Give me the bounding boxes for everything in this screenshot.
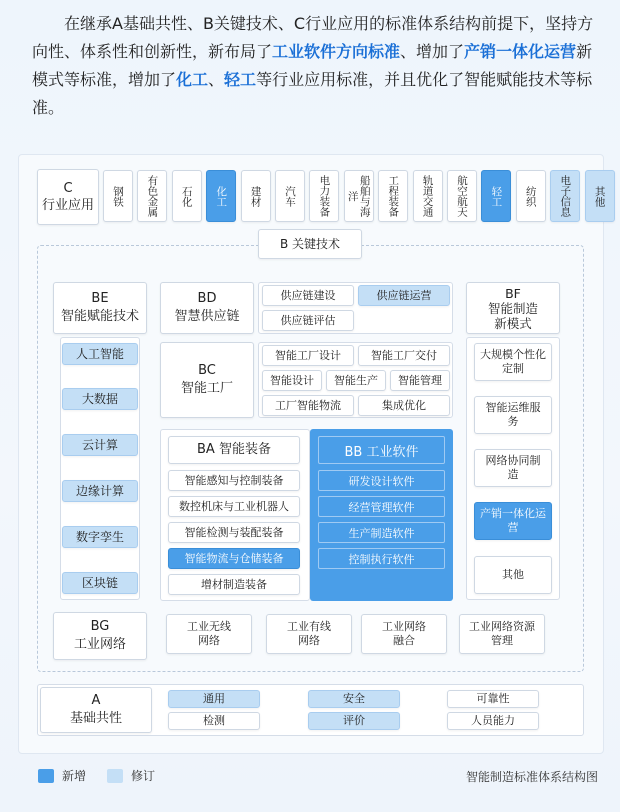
c-industry-13 — [550, 170, 580, 222]
bd-code: BD — [197, 291, 217, 306]
bf-item-0-label: 大规模个性化定制 — [480, 348, 546, 375]
ba-item-3-label: 智能物流与仓储装备 — [184, 551, 284, 565]
be-item-0 — [62, 343, 138, 365]
c-industry-11-label: 轻工 — [490, 185, 503, 207]
bb-title: BB 工业软件 — [318, 436, 445, 464]
c-industry-12-label: 纺织 — [524, 185, 537, 207]
be-item-2-label: 云计算 — [81, 438, 118, 452]
bd-title: 智慧供应链 — [174, 309, 240, 324]
bc-item-4-label: 智能管理 — [398, 373, 442, 387]
bg-title: 工业网络 — [73, 637, 126, 652]
c-industry-6 — [309, 170, 339, 222]
bd-item-2 — [262, 310, 354, 331]
a-item-3 — [168, 712, 260, 730]
intro-highlight-operation: 产销一体化运营 — [464, 42, 577, 61]
ba-title: BA 智能装备 — [168, 436, 300, 464]
intro-text-4: 、 — [208, 70, 225, 89]
intro-text-5: 等行业应用标准，并且优化了智能赋能技术等标准。 — [32, 70, 593, 117]
be-item-4-label: 数字孪生 — [75, 530, 124, 544]
bf-code: BF — [505, 285, 521, 301]
legend-rev-label: 修订 — [131, 769, 156, 783]
bd-item-0 — [262, 285, 354, 306]
c-code: C — [63, 181, 73, 196]
c-industry-10 — [447, 170, 477, 222]
bg-item-0 — [166, 614, 252, 654]
bb-item-2: 生产制造软件 — [318, 522, 445, 543]
be-item-5-label: 区块链 — [81, 576, 118, 590]
c-industry-3-label: 化工 — [215, 185, 228, 207]
bc-item-0 — [262, 345, 354, 366]
a-item-2-label: 可靠性 — [476, 692, 510, 705]
a-item-4 — [308, 712, 400, 730]
be-panel — [60, 337, 140, 600]
c-industry-12 — [516, 170, 546, 222]
c-industry-1 — [137, 170, 167, 222]
be-item-1-label: 大数据 — [81, 392, 118, 406]
bc-item-6 — [358, 395, 450, 416]
a-header — [40, 687, 152, 733]
intro-text-2: 、增加了 — [400, 42, 465, 61]
a-item-1-label: 安全 — [343, 692, 365, 705]
be-item-2 — [62, 434, 138, 456]
a-item-4-label: 评价 — [343, 714, 365, 727]
bf-item-0 — [474, 343, 552, 381]
bg-item-3-label: 工业网络资源管理 — [469, 620, 535, 647]
c-industry-1-label: 有色金属 — [146, 175, 159, 217]
bf-item-4 — [474, 556, 552, 594]
ba-item-2-label: 智能检测与装配装备 — [184, 525, 284, 539]
bc-item-1-label: 智能工厂交付 — [371, 348, 437, 362]
c-industry-3 — [206, 170, 236, 222]
bc-item-5 — [262, 395, 354, 416]
bf-item-1 — [474, 396, 552, 434]
bf-item-2 — [474, 449, 552, 487]
bb-item-0: 研发设计软件 — [318, 470, 445, 491]
bg-header — [53, 612, 147, 660]
c-header — [37, 169, 99, 225]
bf-header — [466, 282, 560, 334]
bd-header — [160, 282, 254, 334]
a-item-2 — [447, 690, 539, 708]
ba-item-1-label: 数控机床与工业机器人 — [179, 499, 289, 513]
ba-item-0-label: 智能感知与控制装备 — [184, 473, 284, 487]
c-industry-4 — [241, 170, 271, 222]
bb-item-1: 经营管理软件 — [318, 496, 445, 517]
c-industry-2 — [172, 170, 202, 222]
ba-item-4-label: 增材制造装备 — [201, 577, 267, 591]
bc-title: 智能工厂 — [180, 381, 233, 396]
bc-item-0-label: 智能工厂设计 — [275, 348, 341, 362]
a-item-3-label: 检测 — [203, 714, 225, 727]
bc-item-2 — [262, 370, 322, 391]
legend-new — [38, 767, 86, 784]
c-industry-4-label: 建材 — [249, 185, 262, 207]
ba-item-3 — [168, 548, 300, 569]
bg-item-3 — [459, 614, 545, 654]
bg-item-0-label: 工业无线网络 — [187, 620, 231, 647]
a-code: A — [91, 693, 101, 708]
a-item-0-label: 通用 — [203, 692, 225, 705]
be-item-5 — [62, 572, 138, 594]
bc-item-5-label: 工厂智能物流 — [275, 398, 341, 412]
intro-paragraph — [32, 10, 602, 122]
bg-item-2 — [361, 614, 447, 654]
c-industry-10-label: 航空航天 — [456, 175, 468, 217]
intro-highlight-chem: 化工 — [176, 70, 209, 89]
bf-item-3-label: 产销一体化运营 — [480, 507, 546, 534]
a-item-5 — [447, 712, 539, 730]
c-industry-11 — [481, 170, 511, 222]
c-industry-14-label: 其他 — [593, 185, 606, 207]
bf-item-4-label: 其他 — [502, 568, 524, 581]
bc-item-1 — [358, 345, 450, 366]
intro-text-1: 在继承A基础共性、B关键技术、C行业应用的标准体系结构前提下，坚持方向性、体系性和创新性，新布局了 — [32, 14, 594, 61]
ba-item-2 — [168, 522, 300, 543]
be-item-3 — [62, 480, 138, 502]
bd-item-1-label: 供应链运营 — [376, 288, 432, 302]
bd-item-0-label: 供应链建设 — [280, 288, 336, 302]
c-industry-0-label: 钢铁 — [112, 185, 124, 207]
be-header — [53, 282, 147, 334]
bg-code: BG — [90, 619, 110, 634]
intro-text-3: 新模式等标准，增加了 — [32, 42, 593, 89]
legend-rev-swatch — [107, 769, 123, 783]
be-item-0-label: 人工智能 — [75, 347, 124, 361]
ba-item-1 — [168, 496, 300, 517]
c-industry-5-label: 汽车 — [284, 185, 296, 207]
bf-title-1: 智能制造 — [487, 300, 538, 316]
bf-title-2: 新模式 — [494, 315, 532, 331]
c-industry-6-label: 电力装备 — [318, 175, 331, 217]
diagram-caption: 智能制造标准体系结构图 — [465, 770, 598, 784]
c-industry-13-label: 电子信息 — [559, 175, 572, 217]
c-industry-0 — [103, 170, 133, 222]
bc-item-6-label: 集成优化 — [382, 398, 426, 412]
c-industry-7 — [344, 170, 374, 222]
bc-header — [160, 342, 254, 418]
legend-rev — [107, 767, 155, 784]
c-industry-8-label: 工程装备 — [387, 175, 400, 217]
c-industry-14 — [585, 170, 615, 222]
c-industry-9 — [413, 170, 443, 222]
bg-item-1 — [266, 614, 352, 654]
be-code: BE — [91, 291, 109, 306]
bg-item-2-label: 工业网络融合 — [382, 620, 426, 647]
bc-item-3 — [326, 370, 386, 391]
c-title: 行业应用 — [41, 198, 94, 213]
b-title: B 关键技术 — [258, 229, 362, 259]
bd-item-2-label: 供应链评估 — [280, 313, 336, 327]
be-item-4 — [62, 526, 138, 548]
ba-item-0 — [168, 470, 300, 491]
c-industry-2-label: 石化 — [180, 185, 193, 207]
a-item-0 — [168, 690, 260, 708]
ba-item-4 — [168, 574, 300, 595]
a-item-5-label: 人员能力 — [471, 714, 515, 727]
c-industry-7-label: 船舶与海洋 — [346, 175, 371, 217]
bf-item-2-label: 网络协同制造 — [485, 454, 541, 481]
a-item-1 — [308, 690, 400, 708]
bc-item-2-label: 智能设计 — [270, 373, 314, 387]
intro-highlight-light: 轻工 — [224, 70, 257, 89]
bg-item-1-label: 工业有线网络 — [287, 620, 331, 647]
bc-item-3-label: 智能生产 — [334, 373, 378, 387]
bf-item-3 — [474, 502, 552, 540]
c-industry-5 — [275, 170, 305, 222]
bd-item-1 — [358, 285, 450, 306]
be-item-1 — [62, 388, 138, 410]
bb-item-3: 控制执行软件 — [318, 548, 445, 569]
legend-new-swatch — [38, 769, 54, 783]
bc-item-4 — [390, 370, 450, 391]
c-industry-8 — [378, 170, 408, 222]
intro-highlight-software: 工业软件方向标准 — [272, 42, 401, 61]
c-industry-9-label: 轨道交通 — [421, 175, 434, 217]
be-title: 智能赋能技术 — [60, 309, 139, 324]
bf-item-1-label: 智能运维服务 — [485, 401, 541, 428]
bc-code: BC — [198, 363, 216, 378]
be-item-3-label: 边缘计算 — [75, 484, 124, 498]
a-title: 基础共性 — [69, 711, 122, 726]
legend-new-label: 新增 — [62, 769, 87, 783]
